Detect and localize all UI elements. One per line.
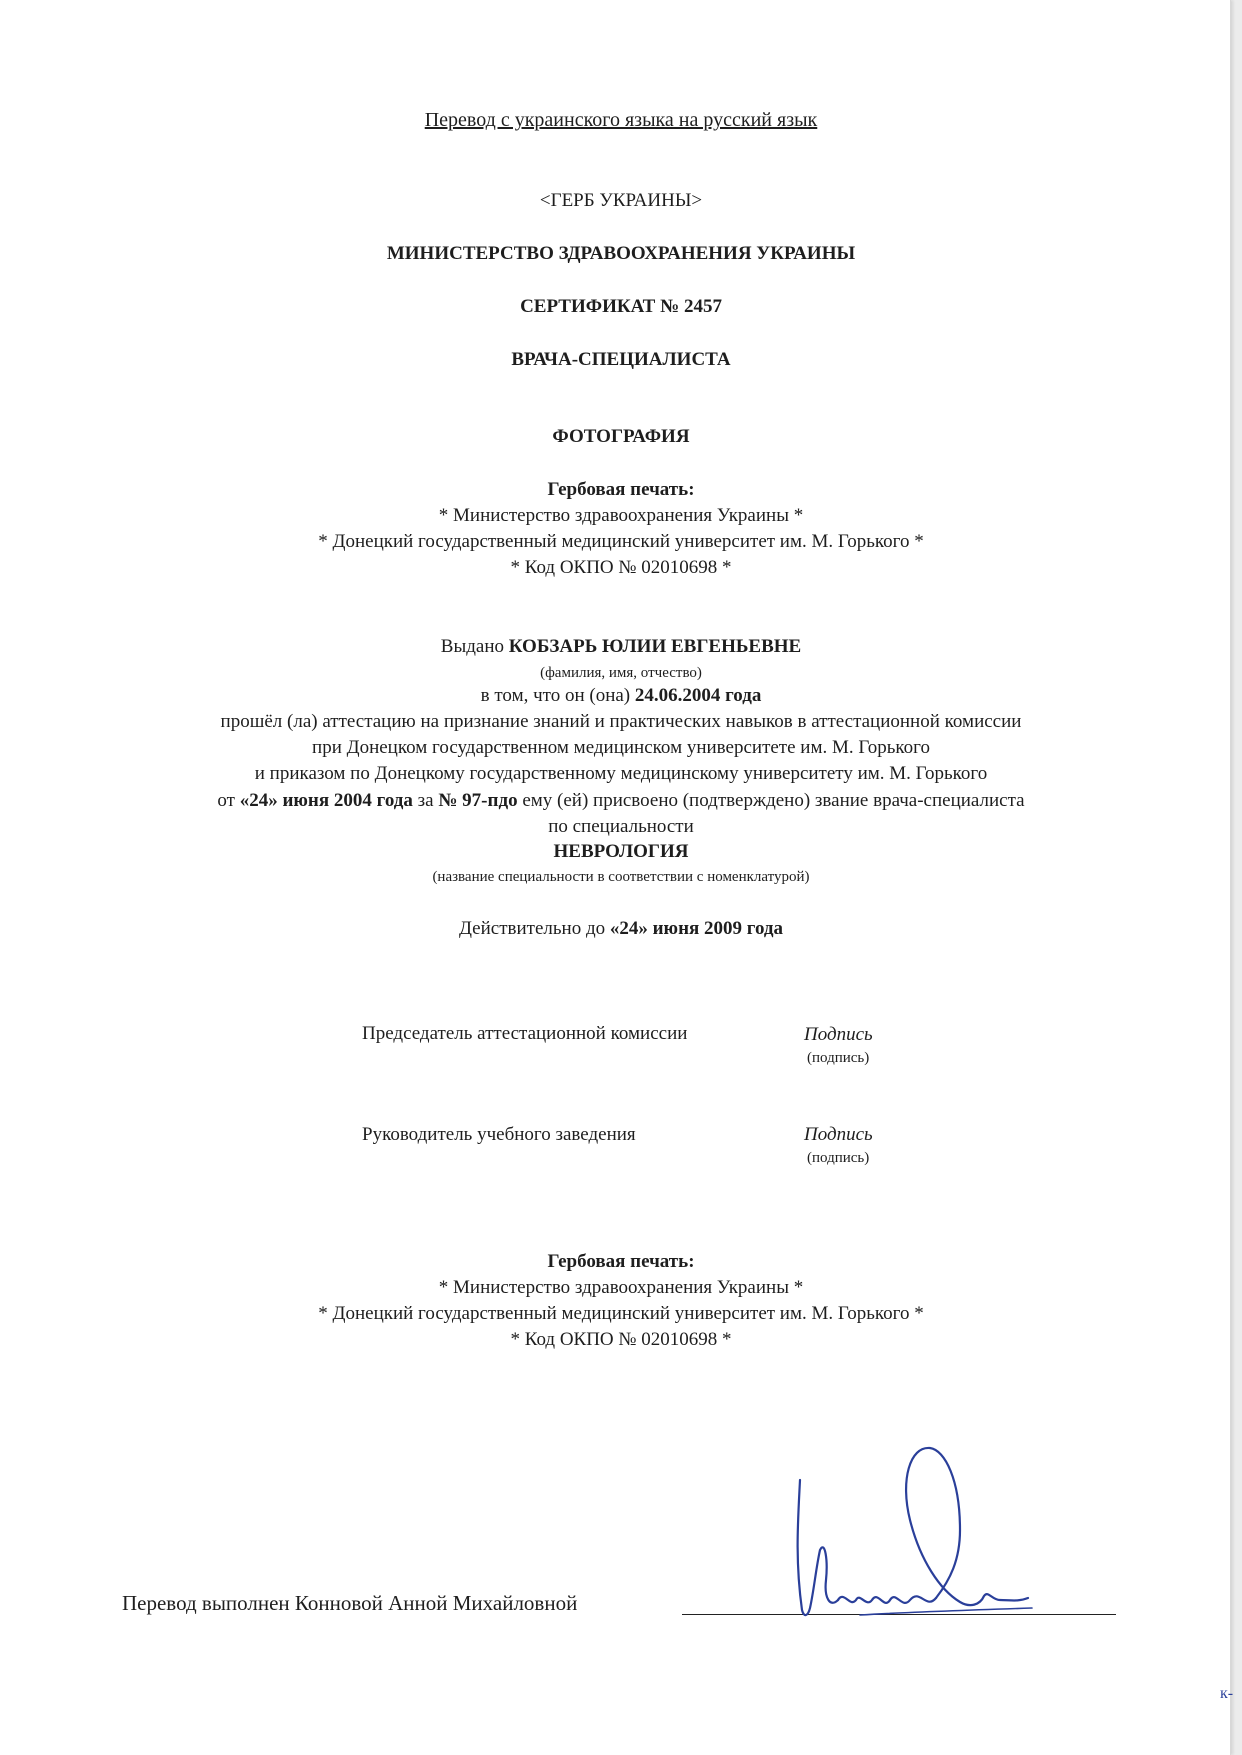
university-line: при Донецком государственном медицинском университете им. М. Горького xyxy=(312,737,930,758)
chair-signature: Подпись xyxy=(804,1024,873,1045)
issued-line xyxy=(0,635,1242,659)
order-mid: за xyxy=(417,790,434,811)
chair-label: Председатель аттестационной комиссии xyxy=(362,1023,688,1044)
seal-bottom-line3: * Код ОКПО № 02010698 * xyxy=(510,1329,732,1350)
specialty-name: НЕВРОЛОГИЯ xyxy=(553,841,689,862)
seal-bottom-line2: * Донецкий государственный медицинский университет им. М. Горького * xyxy=(318,1303,924,1324)
translation-note: Перевод с украинского языка на русский язык xyxy=(424,109,818,131)
ministry-title: МИНИСТЕРСТВО ЗДРАВООХРАНЕНИЯ УКРАИНЫ xyxy=(386,243,856,264)
edge-mark: к- xyxy=(1220,1685,1234,1702)
issued-name: КОБЗАРЬ ЮЛИИ ЕВГЕНЬЕВНЕ xyxy=(508,636,802,657)
translator-line: Перевод выполнен Конновой Анной Михайловной xyxy=(122,1591,578,1615)
photo-placeholder: ФОТОГРАФИЯ xyxy=(552,426,690,447)
chair-signature-caption: (подпись) xyxy=(807,1050,870,1066)
that-prefix: в том, что он (она) xyxy=(480,685,631,706)
certificate-number: СЕРТИФИКАТ № 2457 xyxy=(520,296,722,317)
head-label: Руководитель учебного заведения xyxy=(362,1124,636,1145)
seal-top-title: Гербовая печать: xyxy=(547,479,695,500)
that-date: 24.06.2004 года xyxy=(634,685,762,706)
handwritten-signature xyxy=(770,1440,1040,1630)
seal-top-line2: * Донецкий государственный медицинский университет им. М. Горького * xyxy=(318,531,924,552)
issued-prefix: Выдано xyxy=(440,636,504,657)
order-line: и приказом по Донецкому государственному медицинскому университету им. М. Горького xyxy=(254,763,988,784)
order-date-line xyxy=(0,789,1242,813)
valid-prefix: Действительно до xyxy=(458,918,606,939)
name-caption: (фамилия, имя, отчество) xyxy=(540,665,702,681)
seal-bottom-title: Гербовая печать: xyxy=(547,1251,695,1272)
seal-bottom-line1: * Министерство здравоохранения Украины * xyxy=(438,1277,804,1298)
head-signature-caption: (подпись) xyxy=(807,1150,870,1166)
order-date: «24» июня 2004 года xyxy=(239,790,413,811)
seal-top-line3: * Код ОКПО № 02010698 * xyxy=(510,557,732,578)
by-specialty: по специальности xyxy=(548,816,694,837)
that-line xyxy=(0,684,1242,708)
coat-of-arms-placeholder: <ГЕРБ УКРАИНЫ> xyxy=(539,190,703,211)
order-suffix: ему (ей) присвоено (подтверждено) звание врача-специалиста xyxy=(522,790,1025,811)
from-prefix: от xyxy=(217,790,235,811)
head-signature: Подпись xyxy=(804,1124,873,1145)
valid-date: «24» июня 2009 года xyxy=(609,918,784,939)
specialty-caption: (название специальности в соответствии с номенклатурой) xyxy=(432,869,810,885)
order-number: № 97-пдо xyxy=(438,790,518,811)
certificate-subtitle: ВРАЧА-СПЕЦИАЛИСТА xyxy=(511,349,731,370)
attestation-line: прошёл (ла) аттестацию на признание знаний и практических навыков в аттестационной комиссии xyxy=(220,711,1022,732)
seal-top-line1: * Министерство здравоохранения Украины * xyxy=(438,505,804,526)
valid-until-line xyxy=(0,917,1242,941)
